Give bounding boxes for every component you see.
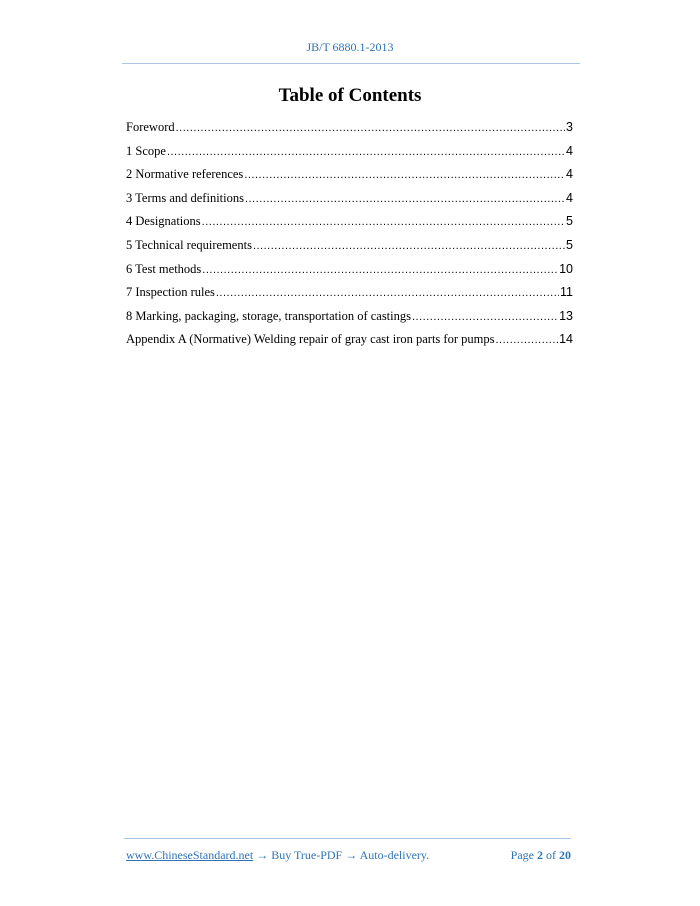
toc-entry-label: 5 Technical requirements <box>126 237 252 252</box>
toc-dot-leader <box>176 118 565 138</box>
toc-entry-label: 1 Scope <box>126 143 166 158</box>
toc-dot-leader <box>412 307 558 327</box>
arrow-right-icon: → <box>345 848 358 862</box>
toc-dot-leader <box>495 330 558 350</box>
toc-entry-appendix-a[interactable] <box>126 329 573 353</box>
toc-dot-leader <box>245 189 565 209</box>
footer-promo <box>126 848 429 863</box>
toc-entry-label: 4 Designations <box>126 214 201 229</box>
arrow-right-icon: → <box>256 848 269 862</box>
document-code-header: JB/T 6880.1-2013 <box>306 40 394 54</box>
toc-entry-marking-packaging[interactable] <box>126 306 573 330</box>
footer-divider <box>124 838 571 839</box>
toc-entry-terms-definitions[interactable] <box>126 188 573 212</box>
toc-entry-page: 4 <box>566 167 573 182</box>
toc-title: Table of Contents <box>278 85 422 106</box>
toc-entry-page: 4 <box>566 143 573 158</box>
toc-entry-page: 5 <box>566 237 573 252</box>
buy-true-pdf-text: Buy True-PDF <box>271 848 343 862</box>
toc-dot-leader <box>202 212 565 232</box>
toc-dot-leader <box>202 260 558 280</box>
toc-entry-label: 3 Terms and definitions <box>126 190 244 205</box>
current-page: 2 <box>537 848 543 862</box>
toc-entry-page: 14 <box>559 332 573 347</box>
toc-entry-label: 2 Normative references <box>126 167 244 182</box>
toc-entry-test-methods[interactable] <box>126 259 573 283</box>
toc-entry-label: Foreword <box>126 120 175 134</box>
page-number <box>511 848 571 863</box>
toc-entry-page: 5 <box>566 214 573 229</box>
chinesestandard-link[interactable]: www.ChineseStandard.net <box>126 848 254 862</box>
toc-entry-page: 11 <box>560 285 573 300</box>
toc-dot-leader <box>253 236 565 256</box>
toc-entry-foreword[interactable] <box>126 117 573 141</box>
of-word: of <box>546 848 556 862</box>
toc-entry-page: 4 <box>566 190 573 205</box>
page-word: Page <box>510 848 534 862</box>
toc-dot-leader <box>216 283 559 303</box>
toc-entry-page: 10 <box>559 261 573 276</box>
toc-entry-designations[interactable] <box>126 211 573 235</box>
toc-entry-label: 7 Inspection rules <box>126 285 215 300</box>
total-pages: 20 <box>559 848 571 862</box>
toc-entry-page: 13 <box>559 308 573 323</box>
toc-entry-normative-references[interactable] <box>126 164 573 188</box>
toc-entry-scope[interactable] <box>126 141 573 165</box>
toc-entry-technical-requirements[interactable] <box>126 235 573 259</box>
toc-entry-label: 8 Marking, packaging, storage, transportation of castings <box>126 308 411 323</box>
toc-dot-leader <box>167 142 565 162</box>
auto-delivery-text: Auto-delivery. <box>359 848 430 862</box>
toc-dot-leader <box>244 165 565 185</box>
toc-entry-label: Appendix A (Normative) Welding repair of gray cast iron parts for pumps <box>126 332 495 347</box>
toc-list <box>126 117 573 353</box>
toc-entry-inspection-rules[interactable] <box>126 282 573 306</box>
header-divider <box>122 63 580 64</box>
toc-entry-page: 3 <box>566 120 573 134</box>
toc-entry-label: 6 Test methods <box>126 261 202 276</box>
